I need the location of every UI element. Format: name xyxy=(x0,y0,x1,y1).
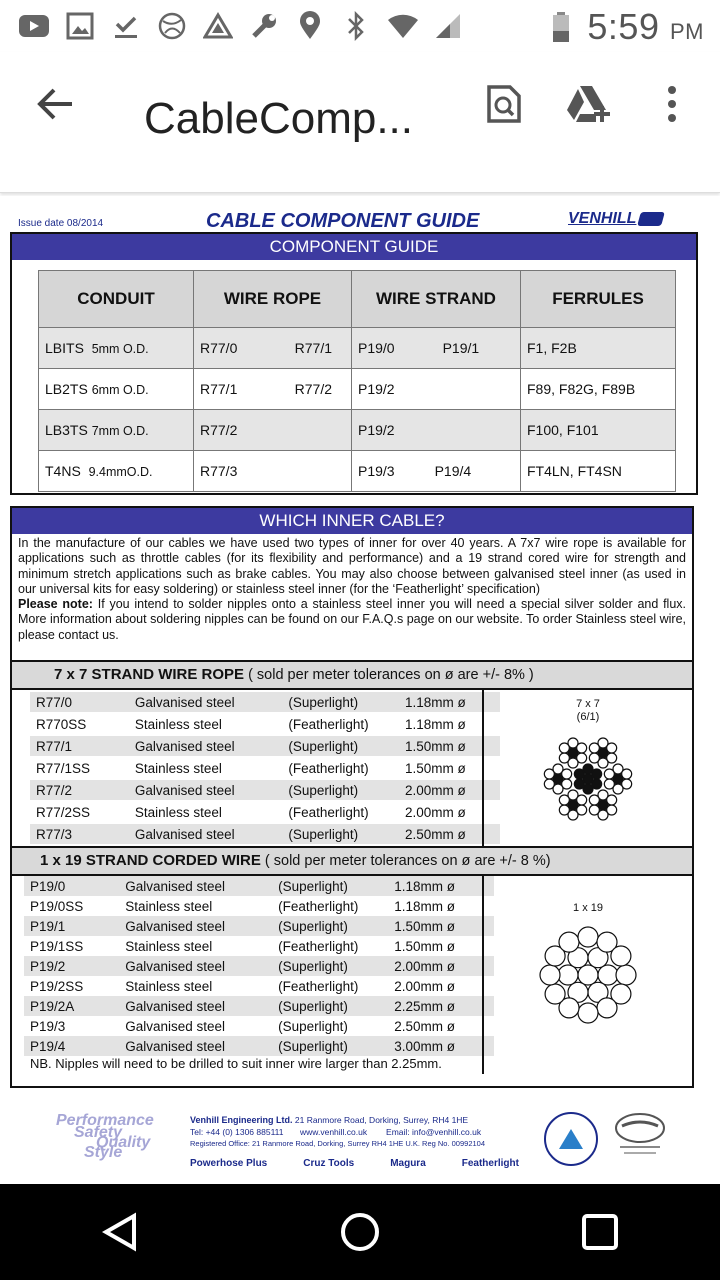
table-row: P19/1SS Stainless steel (Featherlight) 1.50mm ø xyxy=(30,938,456,954)
table-row: P19/0 Galvanised steel (Superlight) 1.18mm ø xyxy=(24,876,494,896)
guide-title: CABLE COMPONENT GUIDE xyxy=(206,210,480,232)
strand-section xyxy=(12,876,692,1074)
header-ferrules: FERRULES xyxy=(521,271,676,328)
navigation-bar xyxy=(0,1184,720,1280)
home-circle-icon[interactable] xyxy=(330,1202,390,1262)
7x7-cross-section-icon xyxy=(533,724,643,834)
search-document-icon[interactable] xyxy=(482,82,526,126)
company-info: Venhill Engineering Ltd. 21 Ranmore Road, Dorking, Surrey, RH4 1HE Tel: +44 (0) 1306 885111 www.venhill.co.uk Email: info@venhill.co.uk Registered Office: 21 Ranmore Road, Dorking, Surrey RH4 1HE U.K. Reg No. 00992104 xyxy=(190,1115,486,1148)
youtube-icon xyxy=(18,10,50,42)
rope-diagram: 7 x 7 (6/1) xyxy=(482,690,692,846)
nb-note: NB. Nipples will need to be drilled to suit inner wire larger than 2.25mm. xyxy=(30,1056,442,1071)
table-row: P19/2SS Stainless steel (Featherlight) 2.00mm ø xyxy=(30,978,456,994)
signal-icon xyxy=(432,10,464,42)
table-row: R77/1SS Stainless steel (Featherlight) 1.50mm ø xyxy=(36,760,466,776)
document-title: CableComp... xyxy=(144,94,414,143)
battery-icon xyxy=(545,11,577,43)
rope-table xyxy=(30,690,500,846)
bluetooth-icon xyxy=(340,10,372,42)
wifi-icon xyxy=(386,10,418,42)
drive-icon xyxy=(202,10,234,42)
document-footer xyxy=(0,1108,720,1182)
header-wire-strand: WIRE STRAND xyxy=(352,271,521,328)
table-row: LB3TS 7mm O.D. R77/2 P19/2 F100, F101 xyxy=(39,410,676,451)
table-row: R77/0 Galvanised steel (Superlight) 1.18mm ø xyxy=(30,692,500,712)
rope-section xyxy=(12,690,692,846)
clock: 5:59 PM xyxy=(587,6,704,47)
header-conduit: CONDUIT xyxy=(39,271,194,328)
more-vert-icon[interactable] xyxy=(650,82,694,126)
table-row: P19/2A Galvanised steel (Superlight) 2.25mm ø xyxy=(24,996,494,1016)
header-wire-rope: WIRE ROPE xyxy=(194,271,352,328)
table-row: P19/1 Galvanised steel (Superlight) 1.50mm ø xyxy=(24,916,494,936)
app-bar xyxy=(0,52,720,193)
venhill-logo: VENHILL xyxy=(568,210,663,228)
venhill-mark-icon xyxy=(638,212,666,226)
strand-diagram: 1 x 19 xyxy=(482,876,692,1074)
table-row: R77/3 Galvanised steel (Superlight) 2.50mm ø xyxy=(30,824,500,844)
inner-cable-box xyxy=(10,506,694,1088)
rope-heading: 7 x 7 STRAND WIRE ROPE ( sold per meter tolerances on ø are +/- 8% ) xyxy=(12,660,692,690)
strand-table xyxy=(24,876,494,1056)
vpn-icon xyxy=(156,10,188,42)
table-row: R77/2 Galvanised steel (Superlight) 2.00mm ø xyxy=(30,780,500,800)
inner-cable-bar: WHICH INNER CABLE? xyxy=(12,508,692,534)
table-row: LB2TS 6mm O.D. R77/1 R77/2 P19/2 F89, F82G, F89B xyxy=(39,369,676,410)
table-row: R77/2SS Stainless steel (Featherlight) 2.00mm ø xyxy=(36,804,466,820)
association-logo-icon xyxy=(612,1110,668,1160)
brand-list: Powerhose Plus Cruz Tools Magura Featherlight xyxy=(190,1158,519,1169)
download-check-icon xyxy=(110,10,142,42)
back-arrow-icon[interactable] xyxy=(34,82,78,126)
status-bar xyxy=(0,0,720,52)
add-to-drive-icon[interactable] xyxy=(566,82,610,126)
table-row: LBITS 5mm O.D. R77/0 R77/1 P19/0 P19/1 F1, F2B xyxy=(39,328,676,369)
document-page[interactable] xyxy=(0,196,720,1181)
component-guide-bar: COMPONENT GUIDE xyxy=(12,234,696,260)
1x19-cross-section-icon xyxy=(528,915,648,1035)
table-row: P19/0SS Stainless steel (Featherlight) 1.18mm ø xyxy=(30,898,456,914)
table-row: T4NS 9.4mmO.D. R77/3 P19/3 P19/4 FT4LN, FT4SN xyxy=(39,451,676,492)
strand-heading: 1 x 19 STRAND CORDED WIRE ( sold per meter tolerances on ø are +/- 8 %) xyxy=(12,846,692,876)
table-row: P19/3 Galvanised steel (Superlight) 2.50mm ø xyxy=(30,1018,456,1034)
intro-text: In the manufacture of our cables we have used two types of inner for over 40 years. A 7x7 wire rope is available for applications such as throttle cables (for its flexibility and performance) and a 19 strand cored wire for strength and minimum stretch applications such as brake cables. You may also choose between galvanised steel inner (as used in our universal kits for easy soldering) or stainless steel inner (for the ‘Featherlight’ specification) Please note: If you intend to solder nipples onto a stainless steel inner you will need a special silver solder and flux. More information about soldering nipples can be found on our F.A.Q.s page on our website. To order Stainless steel wire, please contact us. xyxy=(18,536,686,642)
gallery-icon xyxy=(64,10,96,42)
tuv-seal-icon xyxy=(544,1112,598,1166)
issue-date: Issue date 08/2014 xyxy=(18,218,104,229)
table-row: R77/1 Galvanised steel (Superlight) 1.50mm ø xyxy=(30,736,500,756)
component-table xyxy=(38,270,676,492)
component-guide-box xyxy=(10,232,698,495)
table-row: R770SS Stainless steel (Featherlight) 1.18mm ø xyxy=(36,716,466,732)
table-row: P19/2 Galvanised steel (Superlight) 2.00mm ø xyxy=(24,956,494,976)
back-triangle-icon[interactable] xyxy=(90,1202,150,1262)
slogan: Performance Safety Quality Style xyxy=(56,1112,154,1161)
table-row: P19/4 Galvanised steel (Superlight) 3.00mm ø xyxy=(24,1036,494,1056)
location-icon xyxy=(294,10,326,42)
recents-square-icon[interactable] xyxy=(570,1202,630,1262)
wrench-icon xyxy=(248,10,280,42)
